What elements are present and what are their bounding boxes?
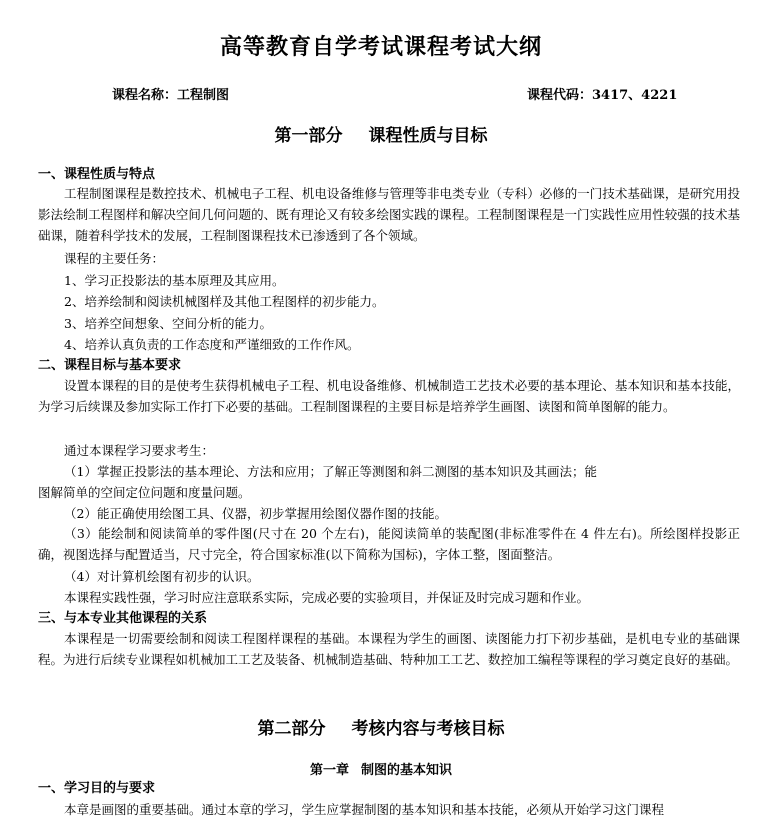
paragraph-goals: 设置本课程的目的是使考生获得机械电子工程、机电设备维修、机械制造工艺技术必要的基本理论、基本知识和基本技能，为学习后续课及参加实际工作打下必要的基础。工程制图课程的主要目标是培养学生画图、读图和简单图解的能力。 [38,378,740,414]
course-code: 课程代码：3417、4221 [527,88,678,103]
chapter-one-title [0,759,762,778]
document-title: 高等教育自学考试课程考试大纲 [219,34,542,60]
task-item-4: 4、培养认真负责的工作态度和严谨细致的工作作风。 [64,337,360,352]
paragraph-relations: 本课程是一切需要绘制和阅读工程图样课程的基础。本课程为学生的画图、读图能力打下初步基础，是机电专业的基础课程。为进行后续专业课程如机械加工工艺及装备、机械制造基础、特种加工工艺、数控加工编程等课程的学习奠定良好的基础。 [38,631,740,667]
requirement-2: （2）能正确使用绘图工具、仪器，初步掌握用绘图仪器作图的技能。 [64,506,447,521]
part-one-name: 课程性质与目标 [368,126,488,146]
tasks-intro: 课程的主要任务： [64,251,165,266]
course-name: 课程名称：工程制图 [112,88,230,103]
requirement-1-line-b: 图解简单的空间定位问题和度量问题。 [38,485,251,500]
section-heading-nature: 一、课程性质与特点 [38,167,156,182]
section-heading-objectives: 一、学习目的与要求 [38,781,156,796]
requirement-4: （4）对计算机绘图有初步的认识。 [64,569,260,584]
paragraph-nature: 工程制图课程是数控技术、机械电子工程、机电设备维修与管理等非电类专业（专科）必修的一门技术基础课，是研究用投影法绘制工程图样和解决空间几何问题的、既有理论又有较多绘图实践的课程。工程制图课程是一门实践性应用性较强的技术基础课，随着科学技术的发展，工程制图课程技术已渗透到了各个领域。 [38,186,740,243]
part-one-title [0,121,762,146]
requirement-3: （3）能绘制和阅读简单的零件图(尺寸在 20 个左右)，能阅读简单的装配图(非标准零件在 4 件左右)。所绘图样投影正确，视图选择与配置适当，尺寸完全，符合国家标准(以下简称为国标)，字体工整，图面整洁。 [38,526,740,562]
task-item-3: 3、培养空间想象、空间分析的能力。 [64,316,272,331]
part-two-name: 考核内容与考核目标 [351,719,505,739]
task-item-2: 2、培养绘制和阅读机械图样及其他工程图样的初步能力。 [64,294,385,309]
task-item-1: 1、学习正投影法的基本原理及其应用。 [64,273,285,288]
requirement-1-line-a: （1）掌握正投影法的基本理论、方法和应用；了解正等测图和斜二测图的基本知识及其画法；能 [64,464,597,479]
part-two-title [0,714,762,739]
section-heading-relations: 三、与本专业其他课程的关系 [38,611,208,626]
paragraph-objectives-start: 本章是画图的重要基础。通过本章的学习，学生应掌握制图的基本知识和基本技能，必须从开始学习这门课程 [64,802,665,817]
requirements-intro: 通过本课程学习要求考生： [64,443,215,458]
part-two-number: 第二部分 [257,719,326,739]
practice-note: 本课程实践性强，学习时应注意联系实际，完成必要的实验项目，并保证及时完成习题和作业。 [64,590,590,605]
part-one-number: 第一部分 [274,126,343,146]
section-heading-goals: 二、课程目标与基本要求 [38,358,182,373]
course-info-row [0,84,762,102]
chapter-one-name: 制图的基本知识 [361,763,453,778]
chapter-one-number: 第一章 [309,763,349,778]
